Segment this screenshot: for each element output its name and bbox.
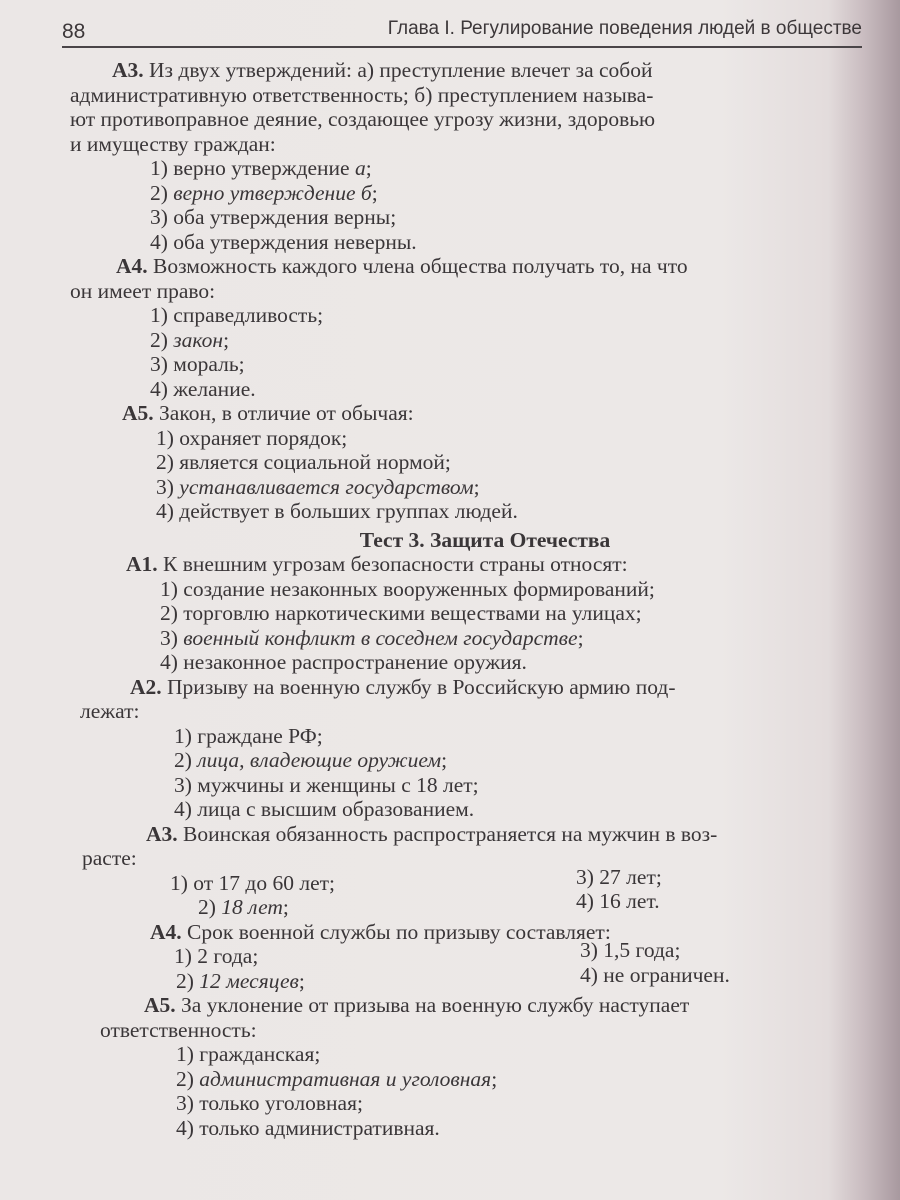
question-number: А5. (144, 993, 176, 1017)
answer-option: 4) лица с высшим образованием. (174, 797, 475, 821)
question-number: А2. (130, 674, 162, 699)
answer-option: 4) незаконное распространение оружия. (160, 650, 527, 674)
question-number: А3. (146, 821, 178, 846)
question-a5 (70, 401, 870, 524)
answer-option-correct: 3) военный конфликт в соседнем государстве; (160, 625, 584, 650)
question-text: Воинская обязанность распространяется на мужчин в воз- (177, 821, 718, 846)
answer-option: 1) граждане РФ; (174, 723, 323, 748)
question-number: А4. (116, 254, 148, 278)
answer-option: 4) 16 лет. (576, 889, 660, 913)
answer-option-correct: 2) закон; (150, 327, 230, 352)
answer-option: 4) действует в больших группах людей. (156, 499, 518, 523)
test3-question-a1 (70, 552, 870, 675)
question-number: А1. (126, 552, 158, 576)
question-number: A3. (112, 58, 144, 82)
test3-question-a2 (70, 675, 870, 822)
test3-question-a3 (70, 822, 870, 920)
question-text: лежат: (80, 699, 140, 723)
answer-option-correct: 2) 18 лет; (198, 895, 289, 919)
question-a3 (70, 58, 870, 254)
question-number: А4. (150, 919, 182, 944)
question-text: Призыву на военную службу в Российскую армию под- (161, 674, 676, 699)
test3-question-a5 (70, 993, 870, 1140)
question-text: ют противоправное деяние, создающее угрозу жизни, здоровью (70, 107, 656, 131)
answer-option: 3) 1,5 года; (580, 938, 681, 962)
page-content (70, 58, 870, 1140)
answer-option: 1) справедливость; (150, 303, 324, 327)
question-text: расте: (82, 846, 137, 870)
chapter-title: Глава I. Регулирование поведения людей в обществе (387, 18, 862, 39)
answer-option: 2) торговлю наркотическими веществами на улицах; (160, 601, 642, 625)
question-number: А5. (122, 401, 154, 425)
answer-option: 4) желание. (150, 376, 256, 401)
answer-option-correct: 3) устанавливается государством; (156, 474, 480, 499)
answer-option: 3) мужчины и женщины с 18 лет; (174, 772, 479, 797)
answer-option-correct: 2) 12 месяцев; (176, 968, 305, 993)
answer-option-correct: 2) лица, владеющие оружием; (174, 748, 448, 772)
question-text: и имуществу граждан: (70, 131, 276, 156)
question-text: административную ответственность; б) преступлением называ- (70, 82, 654, 107)
question-text: ответственность: (100, 1017, 257, 1042)
answer-option: 4) оба утверждения неверны. (150, 229, 417, 254)
answer-option: 1) гражданская; (176, 1042, 321, 1066)
question-text: К внешним угрозам безопасности страны относят: (157, 552, 628, 576)
answer-option: 4) только административная. (176, 1115, 440, 1140)
question-a4 (70, 254, 870, 401)
answer-option: 3) мораль; (150, 352, 245, 376)
answer-option: 1) верно утверждение а; (150, 156, 372, 180)
page-header (62, 18, 862, 48)
answer-option: 1) от 17 до 60 лет; (170, 870, 335, 895)
question-text: он имеет право: (70, 278, 216, 303)
question-text: Закон, в отличие от обычая: (153, 401, 414, 425)
answer-option: 1) охраняет порядок; (156, 425, 348, 450)
answer-option: 3) только уголовная; (176, 1091, 363, 1115)
test3-question-a4 (70, 920, 870, 994)
page-number: 88 (62, 20, 86, 43)
answer-option: 4) не ограничен. (580, 962, 730, 987)
answer-option-correct: 2) верно утверждение б; (150, 180, 378, 205)
answer-option: 1) 2 года; (174, 944, 259, 968)
answer-option: 1) создание незаконных вооруженных формирований; (160, 576, 655, 601)
question-text: Возможность каждого члена общества получать то, на что (147, 254, 688, 278)
question-text: Из двух утверждений: а) преступление влечет за собой (143, 58, 653, 82)
answer-option: 3) 27 лет; (576, 864, 662, 889)
answer-option: 2) является социальной нормой; (156, 450, 451, 474)
answer-option-correct: 2) административная и уголовная; (176, 1066, 498, 1091)
section-title: Тест 3. Защита Отечества (359, 527, 611, 552)
question-text: Срок военной службы по призыву составляет: (181, 919, 611, 944)
answer-option: 3) оба утверждения верны; (150, 205, 397, 229)
question-text: За уклонение от призыва на военную службу наступает (175, 993, 690, 1017)
